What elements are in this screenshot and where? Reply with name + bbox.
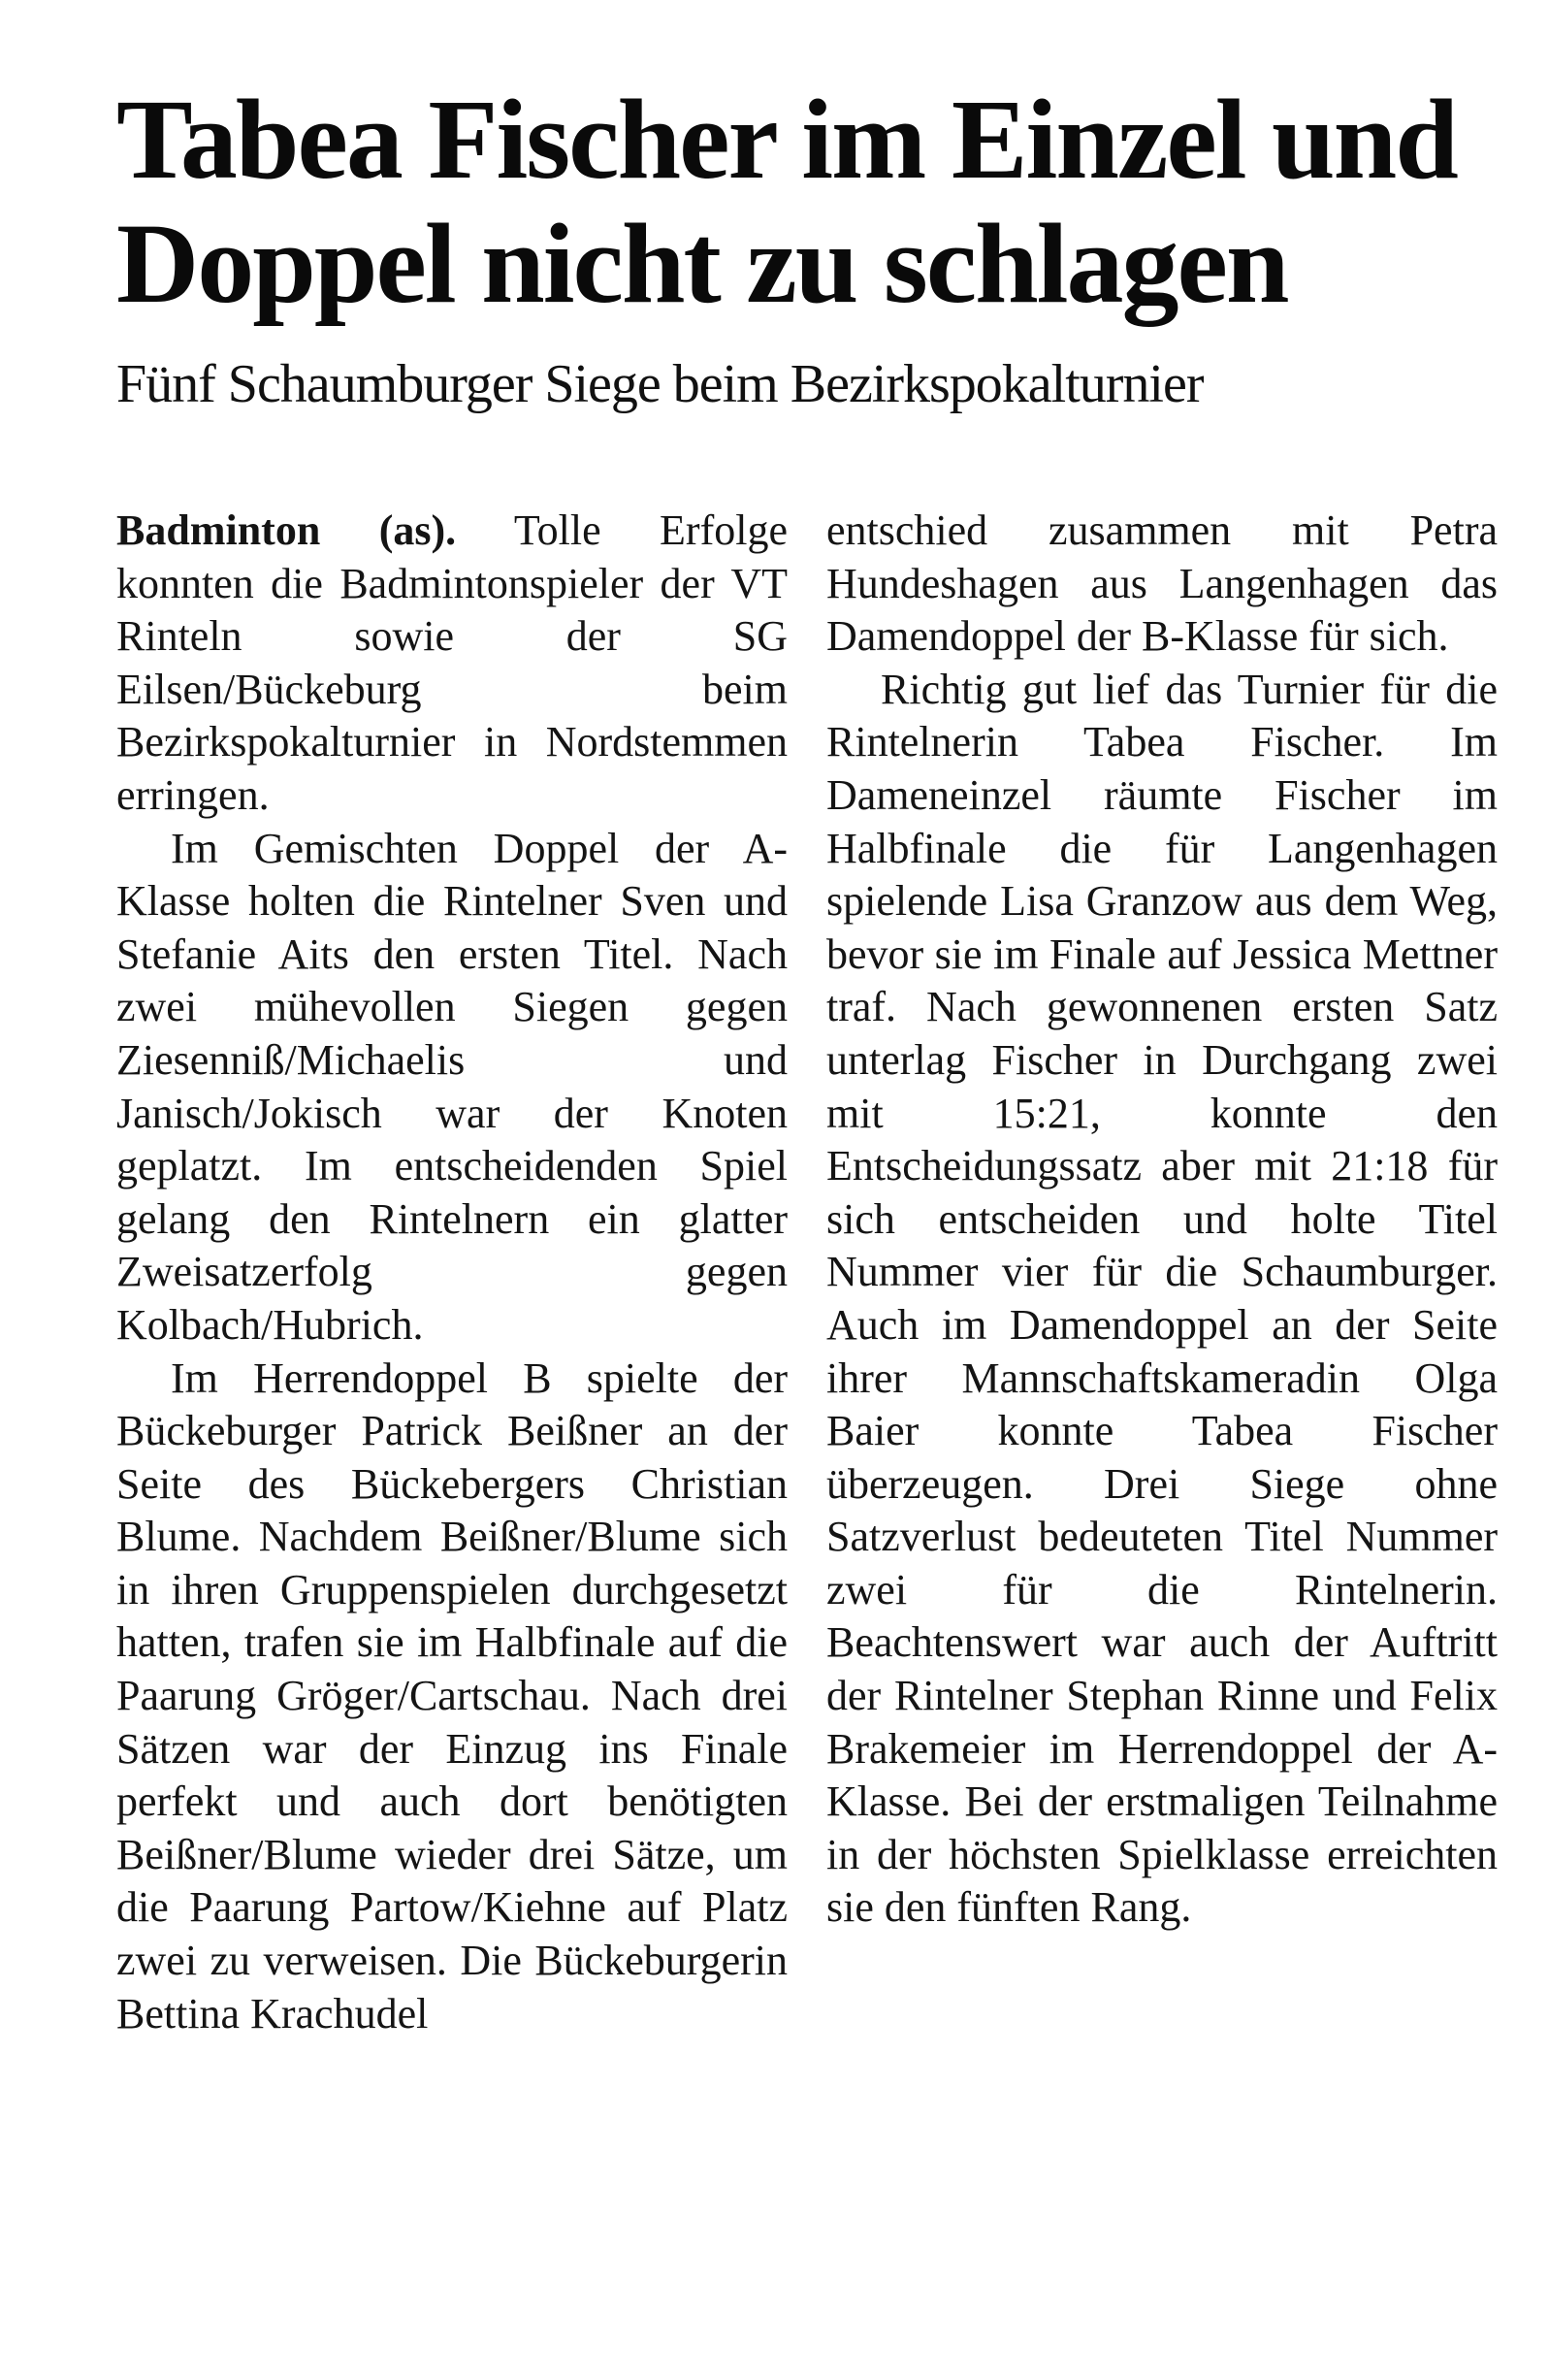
paragraph: Im Gemischten Doppel der A-Klasse holten die Rintelner Sven und Stefanie Aits den ersten Titel. Nach zwei mühevollen Siegen gegen Ziesenniß/Michaelis und Janisch/Jokisch war der Knoten geplatzt. Im entscheidenden Spiel gelang den Rintelnern ein glatter Zweisatzerfolg gegen Kolbach/Hubrich. [116, 824, 788, 1349]
paragraph-text: Tolle Erfolge konnten die Badmintonspieler der VT Rinteln sowie der SG Eilsen/Bückeburg beim Bezirkspokalturnier in Nordstemmen erringen. [116, 506, 788, 819]
paragraph: Im Herrendoppel B spielte der Bückeburger Patrick Beißner an der Seite des Bückebergers Christian Blume. Nachdem Beißner/Blume sich in ihren Gruppenspielen durchgesetzt hatten, trafen sie im Halbfinale auf die Paarung Gröger/Cartschau. Nach drei Sätzen war der Einzug ins Finale perfekt und auch dort benötigten Beißner/Blume wieder drei Sätze, um die Paarung Partow/Kiehne auf Platz zwei zu verweisen. Die Bückeburgerin Bettina Krachudel [116, 1353, 788, 2038]
lead-tag: Badminton (as). [116, 506, 457, 554]
left-column [116, 505, 788, 2040]
right-column [826, 505, 1498, 1935]
subheadline: Fünf Schaumburger Siege beim Bezirkspokalturnier [116, 354, 1204, 414]
paragraph [116, 505, 788, 823]
paragraph: Richtig gut lief das Turnier für die Rintelnerin Tabea Fischer. Im Dameneinzel räumte Fischer im Halbfinale die für Langenhagen spielende Lisa Granzow aus dem Weg, bevor sie im Finale auf Jessica Mettner traf. Nach gewonnenen ersten Satz unterlag Fischer in Durchgang zwei mit 15:21, konnte den Entscheidungssatz aber mit 21:18 für sich entscheiden und holte Titel Nummer vier für die Schaumburger. Auch im Damendoppel an der Seite ihrer Mannschaftskameradin Olga Baier konnte Tabea Fischer überzeugen. Drei Siege ohne Satzverlust bedeuteten Titel Nummer zwei für die Rintelnerin. Beachtenswert war auch der Auftritt der Rintelner Stephan Rinne und Felix Brakemeier im Herrendoppel der A-Klasse. Bei der erstmaligen Teilnahme in der höchsten Spielklasse erreichten sie den fünften Rang. [826, 665, 1498, 1932]
article-header [116, 78, 1494, 415]
paragraph: entschied zusammen mit Petra Hundeshagen aus Langenhagen das Damendoppel der B-Klasse für sich. [826, 506, 1498, 661]
article-body [116, 505, 1498, 2329]
headline [116, 78, 1494, 326]
headline-line-2: Doppel nicht zu schlagen [116, 200, 1288, 327]
headline-line-1: Tabea Fischer im Einzel und [116, 76, 1457, 203]
